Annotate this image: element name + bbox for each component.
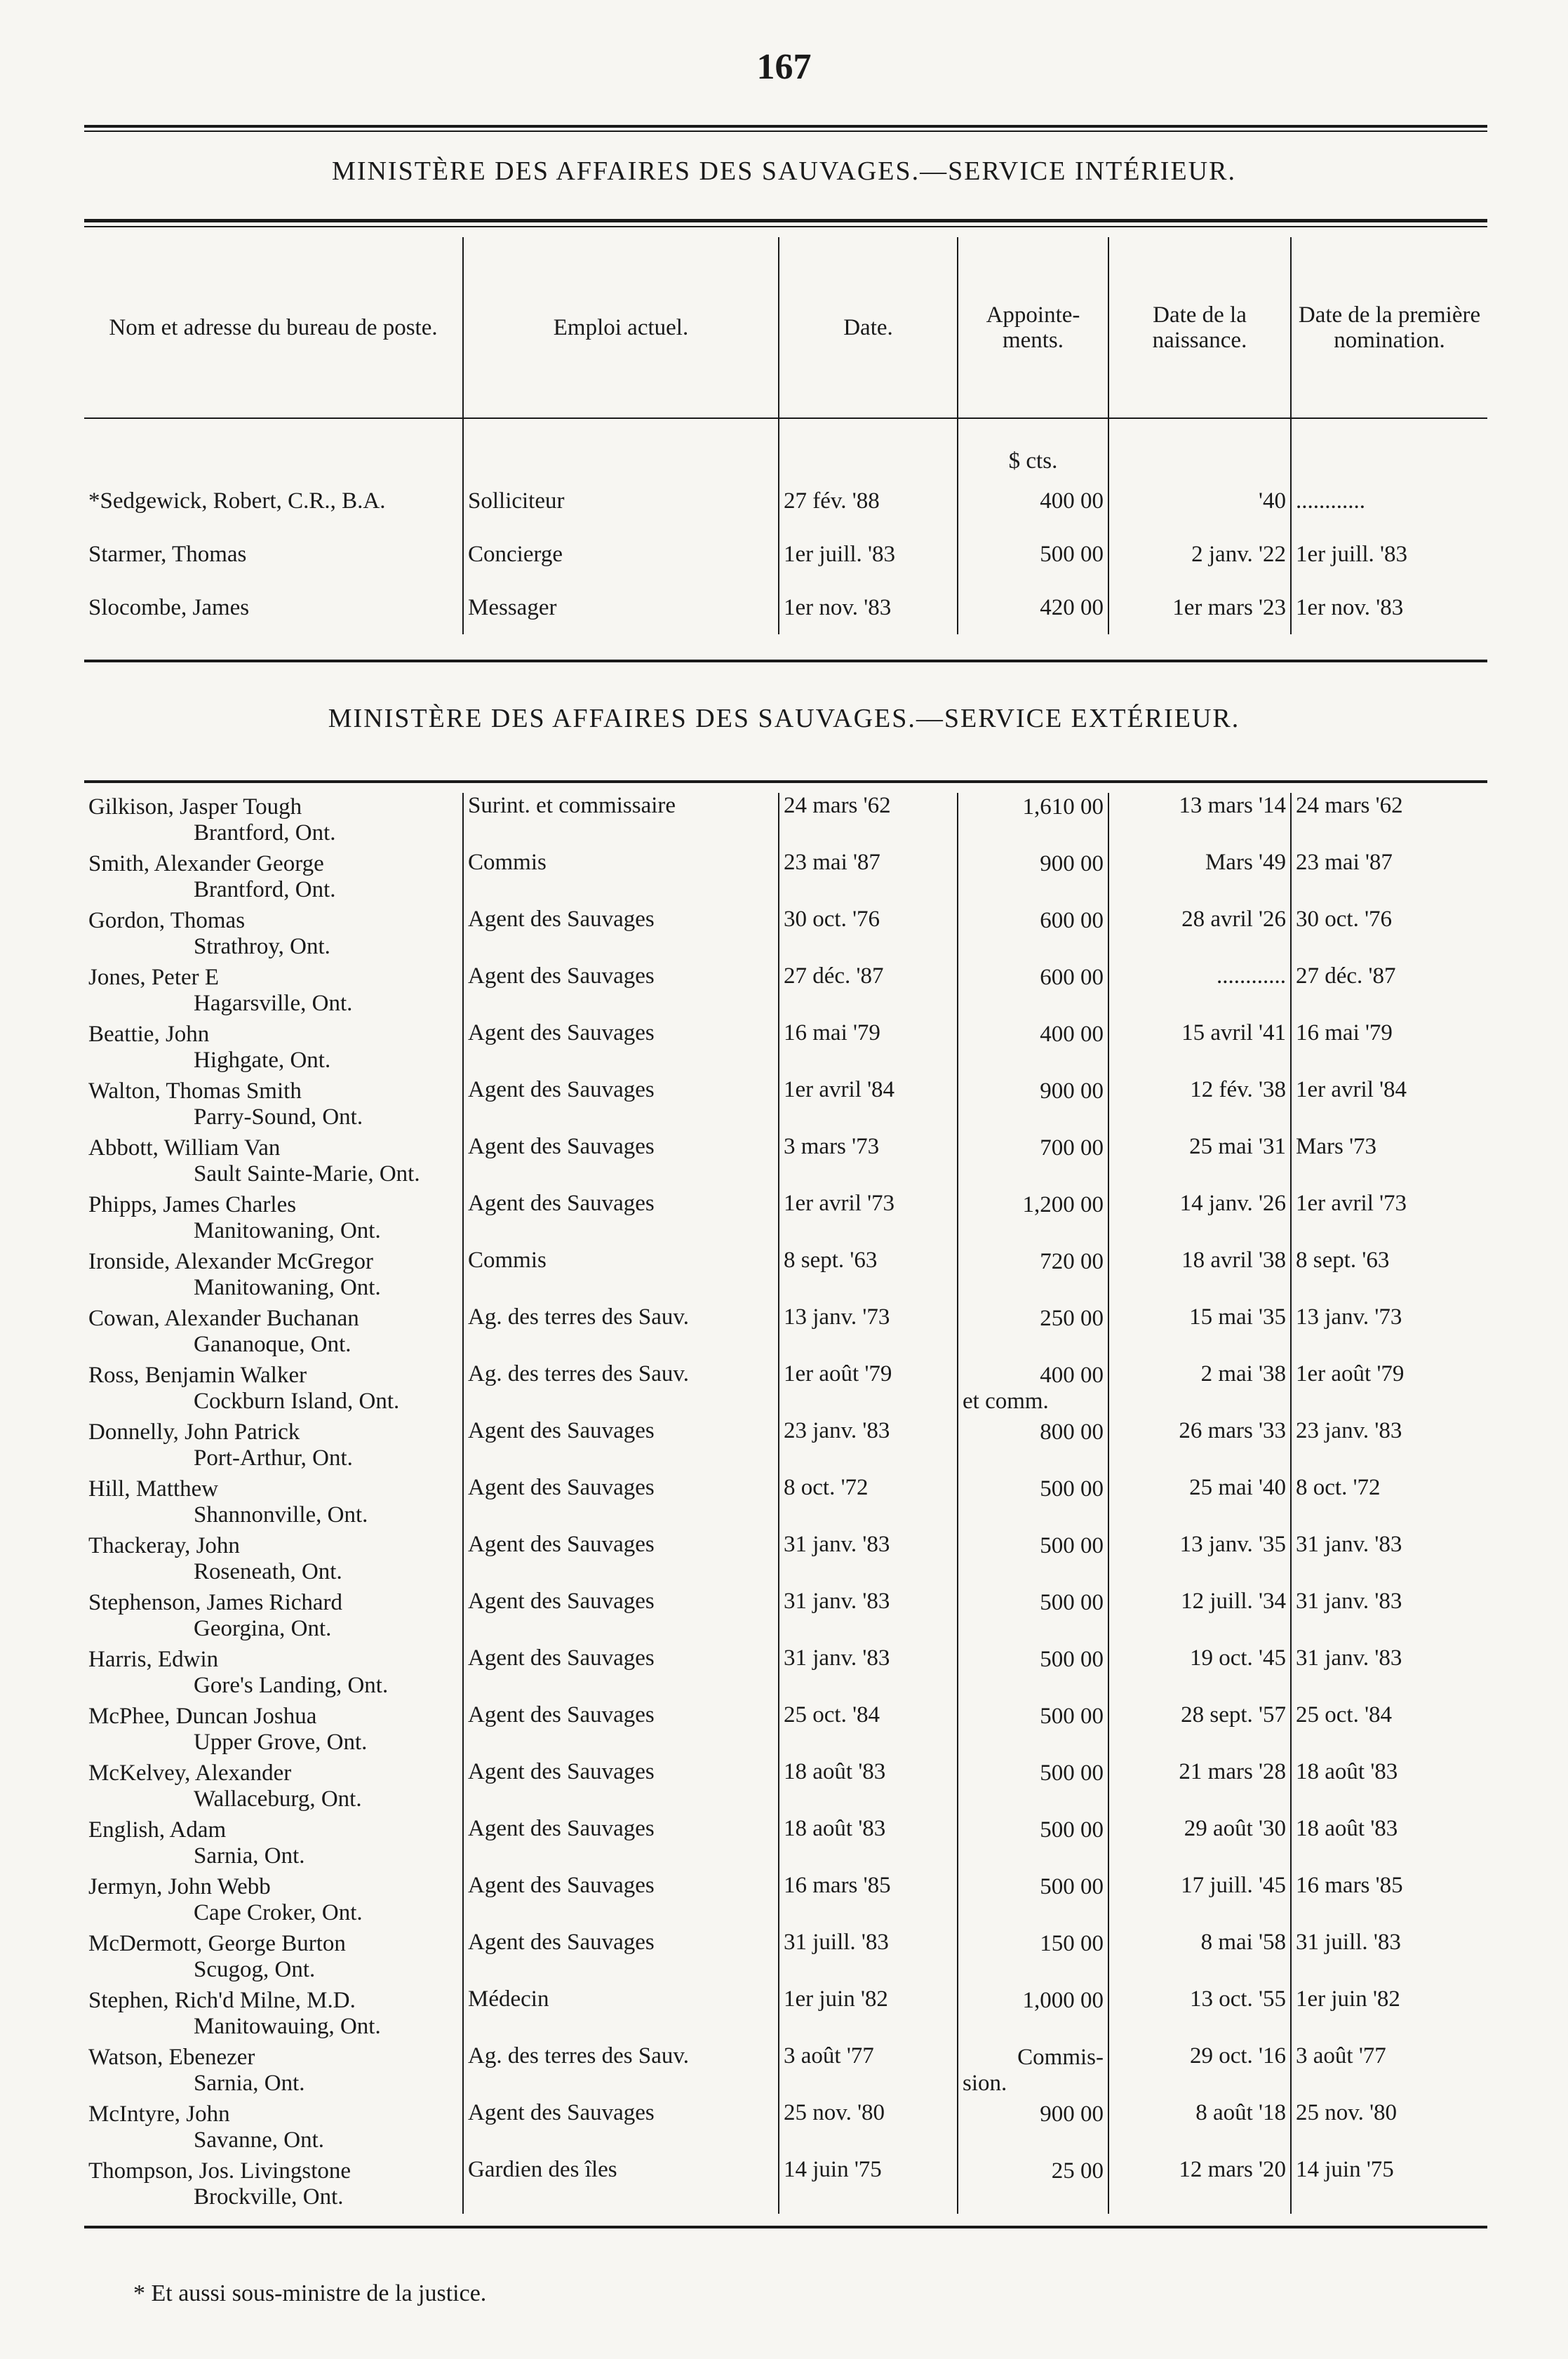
post-office: Savanne, Ont.: [194, 2127, 325, 2153]
exterior-row: [84, 1816, 1487, 1873]
exterior-cell-naissance: 29 août '30: [1108, 1816, 1291, 1873]
exterior-table: [84, 793, 1487, 2214]
exterior-cell-emploi: Agent des Sauvages: [463, 1020, 779, 1077]
exterior-cell-nomination: 3 août '77: [1291, 2043, 1487, 2100]
exterior-cell-date: 31 janv. '83: [779, 1589, 958, 1645]
exterior-row: [84, 1248, 1487, 1304]
exterior-cell-date: 18 août '83: [779, 1759, 958, 1816]
exterior-cell-emploi: Agent des Sauvages: [463, 1134, 779, 1191]
exterior-cell-emploi: Agent des Sauvages: [463, 1418, 779, 1475]
interior-cell-naissance: 1er mars '23: [1108, 581, 1291, 634]
exterior-row: [84, 793, 1487, 850]
exterior-cell-date: 27 déc. '87: [779, 963, 958, 1020]
exterior-cell-nomination: 27 déc. '87: [1291, 963, 1487, 1020]
exterior-cell-naissance: 13 mars '14: [1108, 793, 1291, 850]
exterior-cell-nomination: 31 janv. '83: [1291, 1532, 1487, 1589]
exterior-cell-app: [958, 1759, 1108, 1816]
post-office: Parry-Sound, Ont.: [194, 1104, 363, 1130]
interior-cell-app: 500 00: [958, 528, 1108, 581]
exterior-row: [84, 2043, 1487, 2100]
salary-note: et comm.: [963, 1389, 1049, 1414]
exterior-row: [84, 1304, 1487, 1361]
exterior-row: [84, 1475, 1487, 1532]
exterior-cell-emploi: Agent des Sauvages: [463, 1702, 779, 1759]
exterior-cell-nomination: 25 nov. '80: [1291, 2100, 1487, 2157]
exterior-cell-naissance: 26 mars '33: [1108, 1418, 1291, 1475]
interior-cell-date: 1er juill. '83: [779, 528, 958, 581]
top-rule-thin: [84, 131, 1487, 132]
post-office: Hagarsville, Ont.: [194, 991, 353, 1016]
exterior-cell-app: [958, 1077, 1108, 1134]
exterior-cell-date: 1er juin '82: [779, 1986, 958, 2043]
post-office: Gore's Landing, Ont.: [194, 1673, 389, 1698]
exterior-cell-date: 3 mars '73: [779, 1134, 958, 1191]
exterior-cell-name: [84, 1702, 463, 1759]
post-office: Gananoque, Ont.: [194, 1332, 351, 1357]
exterior-cell-app: [958, 1816, 1108, 1873]
exterior-cell-app: [958, 1645, 1108, 1702]
interior-cell-emploi: Solliciteur: [463, 474, 779, 528]
exterior-cell-app: [958, 850, 1108, 907]
interior-cell-naissance: 2 janv. '22: [1108, 528, 1291, 581]
exterior-cell-name: [84, 850, 463, 907]
salary: 150 00: [1040, 1931, 1104, 1956]
exterior-row: [84, 1418, 1487, 1475]
exterior-cell-name: [84, 1475, 463, 1532]
exterior-cell-date: 1er avril '84: [779, 1077, 958, 1134]
exterior-cell-name: [84, 1248, 463, 1304]
exterior-cell-nomination: 1er juin '82: [1291, 1986, 1487, 2043]
salary: 400 00: [1040, 1363, 1104, 1388]
exterior-cell-naissance: Mars '49: [1108, 850, 1291, 907]
exterior-cell-date: 16 mai '79: [779, 1020, 958, 1077]
exterior-cell-date: 8 sept. '63: [779, 1248, 958, 1304]
exterior-row: [84, 2157, 1487, 2214]
exterior-cell-nomination: 18 août '83: [1291, 1759, 1487, 1816]
salary: 500 00: [1040, 1704, 1104, 1729]
exterior-cell-emploi: Agent des Sauvages: [463, 1191, 779, 1248]
exterior-cell-date: 1er août '79: [779, 1361, 958, 1418]
exterior-cell-name: [84, 2100, 463, 2157]
person-name: Jones, Peter E: [88, 965, 220, 990]
salary: 25 00: [1051, 2158, 1104, 2184]
salary: 500 00: [1040, 1590, 1104, 1615]
exterior-cell-naissance: 13 janv. '35: [1108, 1532, 1291, 1589]
exterior-cell-date: 3 août '77: [779, 2043, 958, 2100]
exterior-cell-emploi: Ag. des terres des Sauv.: [463, 1361, 779, 1418]
exterior-cell-naissance: 25 mai '40: [1108, 1475, 1291, 1532]
exterior-cell-name: [84, 2157, 463, 2214]
exterior-cell-emploi: Agent des Sauvages: [463, 1532, 779, 1589]
exterior-cell-name: [84, 1873, 463, 1930]
salary: 800 00: [1040, 1419, 1104, 1445]
exterior-cell-emploi: Agent des Sauvages: [463, 963, 779, 1020]
salary: 500 00: [1040, 1647, 1104, 1672]
exterior-cell-date: 31 juill. '83: [779, 1930, 958, 1986]
exterior-cell-nomination: 8 oct. '72: [1291, 1475, 1487, 1532]
post-office: Brantford, Ont.: [194, 877, 336, 902]
person-name: Phipps, James Charles: [88, 1192, 297, 1217]
exterior-cell-naissance: 12 juill. '34: [1108, 1589, 1291, 1645]
exterior-row: [84, 907, 1487, 963]
exterior-cell-name: [84, 793, 463, 850]
exterior-cell-nomination: 8 sept. '63: [1291, 1248, 1487, 1304]
salary: 900 00: [1040, 1078, 1104, 1104]
salary: 1,200 00: [1022, 1192, 1104, 1217]
exterior-cell-emploi: Agent des Sauvages: [463, 1645, 779, 1702]
salary: 600 00: [1040, 908, 1104, 933]
person-name: Gordon, Thomas: [88, 908, 246, 933]
exterior-cell-emploi: Commis: [463, 850, 779, 907]
exterior-cell-name: [84, 1191, 463, 1248]
exterior-cell-app: [958, 1020, 1108, 1077]
exterior-cell-date: 8 oct. '72: [779, 1475, 958, 1532]
person-name: Walton, Thomas Smith: [88, 1078, 302, 1104]
exterior-row: [84, 1930, 1487, 1986]
exterior-cell-app: [958, 2157, 1108, 2214]
exterior-cell-date: 1er avril '73: [779, 1191, 958, 1248]
interior-bottom-rule: [84, 660, 1487, 662]
exterior-cell-name: [84, 1645, 463, 1702]
exterior-cell-app: [958, 1248, 1108, 1304]
post-office: Manitowaning, Ont.: [194, 1275, 381, 1300]
exterior-cell-nomination: 1er avril '73: [1291, 1191, 1487, 1248]
exterior-cell-name: [84, 1134, 463, 1191]
exterior-row: [84, 850, 1487, 907]
exterior-cell-name: [84, 1986, 463, 2043]
post-office: Shannonville, Ont.: [194, 1502, 368, 1528]
exterior-cell-naissance: 28 avril '26: [1108, 907, 1291, 963]
interior-table: [84, 237, 1487, 634]
exterior-cell-emploi: Agent des Sauvages: [463, 1077, 779, 1134]
person-name: Watson, Ebenezer: [88, 2045, 255, 2070]
exterior-cell-app: [958, 1475, 1108, 1532]
exterior-cell-date: 30 oct. '76: [779, 907, 958, 963]
person-name: McPhee, Duncan Joshua: [88, 1704, 317, 1729]
salary: 500 00: [1040, 1817, 1104, 1843]
exterior-cell-name: [84, 1077, 463, 1134]
exterior-cell-nomination: 25 oct. '84: [1291, 1702, 1487, 1759]
exterior-cell-emploi: Commis: [463, 1248, 779, 1304]
exterior-cell-app: [958, 907, 1108, 963]
person-name: Ironside, Alexander McGregor: [88, 1249, 373, 1274]
interior-section-title: MINISTÈRE DES AFFAIRES DES SAUVAGES.—SERVICE INTÉRIEUR.: [332, 156, 1236, 186]
person-name: Beattie, John: [88, 1022, 210, 1047]
person-name: English, Adam: [88, 1817, 227, 1843]
exterior-cell-name: [84, 1418, 463, 1475]
exterior-row: [84, 1020, 1487, 1077]
salary-note: sion.: [963, 2071, 1007, 2096]
exterior-cell-nomination: 13 janv. '73: [1291, 1304, 1487, 1361]
person-name: Cowan, Alexander Buchanan: [88, 1306, 359, 1331]
exterior-cell-emploi: Agent des Sauvages: [463, 1589, 779, 1645]
exterior-cell-naissance: 25 mai '31: [1108, 1134, 1291, 1191]
exterior-row: [84, 1873, 1487, 1930]
person-name: Hill, Matthew: [88, 1476, 219, 1502]
exterior-row: [84, 1134, 1487, 1191]
salary: 400 00: [1040, 1022, 1104, 1047]
exterior-cell-name: [84, 1304, 463, 1361]
post-office: Strathroy, Ont.: [194, 934, 330, 959]
exterior-section-title: MINISTÈRE DES AFFAIRES DES SAUVAGES.—SERVICE EXTÉRIEUR.: [328, 704, 1240, 733]
person-name: Stephenson, James Richard: [88, 1590, 343, 1615]
person-name: Donnelly, John Patrick: [88, 1419, 300, 1445]
exterior-cell-naissance: ............: [1108, 963, 1291, 1020]
exterior-row: [84, 1589, 1487, 1645]
exterior-cell-name: [84, 1020, 463, 1077]
header-date: Date.: [779, 237, 958, 418]
post-office: Sarnia, Ont.: [194, 1843, 305, 1869]
salary: 700 00: [1040, 1135, 1104, 1161]
exterior-cell-naissance: 12 mars '20: [1108, 2157, 1291, 2214]
exterior-cell-nomination: 16 mars '85: [1291, 1873, 1487, 1930]
interior-cell-name: Starmer, Thomas: [88, 541, 247, 567]
person-name: McIntyre, John: [88, 2101, 230, 2127]
post-office: Georgina, Ont.: [194, 1616, 332, 1641]
salary: 250 00: [1040, 1306, 1104, 1331]
salary: 500 00: [1040, 1476, 1104, 1502]
interior-cell-name: *Sedgewick, Robert, C.R., B.A.: [88, 488, 386, 514]
exterior-row: [84, 1645, 1487, 1702]
exterior-cell-date: 16 mars '85: [779, 1873, 958, 1930]
exterior-cell-nomination: 14 juin '75: [1291, 2157, 1487, 2214]
exterior-cell-naissance: 19 oct. '45: [1108, 1645, 1291, 1702]
exterior-cell-naissance: 8 août '18: [1108, 2100, 1291, 2157]
post-office: Port-Arthur, Ont.: [194, 1445, 353, 1471]
page-number: 167: [756, 47, 812, 87]
header-nomination: Date de la première nomination.: [1291, 237, 1487, 418]
exterior-cell-date: 18 août '83: [779, 1816, 958, 1873]
person-name: Smith, Alexander George: [88, 851, 324, 876]
exterior-row: [84, 2100, 1487, 2157]
exterior-cell-emploi: Agent des Sauvages: [463, 1475, 779, 1532]
salary: 1,610 00: [1022, 794, 1104, 820]
salary: 500 00: [1040, 1533, 1104, 1558]
interior-cell-date: 1er nov. '83: [779, 581, 958, 634]
salary: 900 00: [1040, 851, 1104, 876]
salary: Commis-: [1017, 2045, 1104, 2070]
exterior-cell-app: [958, 2100, 1108, 2157]
interior-title-rule-thin: [84, 226, 1487, 227]
exterior-cell-app: [958, 1873, 1108, 1930]
salary: 900 00: [1040, 2101, 1104, 2127]
exterior-cell-emploi: Ag. des terres des Sauv.: [463, 1304, 779, 1361]
exterior-bottom-rule: [84, 2226, 1487, 2228]
exterior-cell-emploi: Agent des Sauvages: [463, 1816, 779, 1873]
exterior-cell-name: [84, 1589, 463, 1645]
exterior-cell-name: [84, 1361, 463, 1418]
exterior-row: [84, 1759, 1487, 1816]
interior-cell-name: Slocombe, James: [88, 594, 250, 620]
exterior-cell-nomination: 23 janv. '83: [1291, 1418, 1487, 1475]
exterior-cell-naissance: 18 avril '38: [1108, 1248, 1291, 1304]
interior-header-row: [84, 237, 1487, 418]
exterior-cell-emploi: Agent des Sauvages: [463, 1930, 779, 1986]
exterior-cell-date: 24 mars '62: [779, 793, 958, 850]
person-name: Thompson, Jos. Livingstone: [88, 2158, 351, 2184]
post-office: Cockburn Island, Ont.: [194, 1389, 400, 1414]
exterior-cell-app: [958, 963, 1108, 1020]
exterior-cell-date: 23 mai '87: [779, 850, 958, 907]
exterior-cell-name: [84, 1532, 463, 1589]
exterior-cell-nomination: 1er avril '84: [1291, 1077, 1487, 1134]
post-office: Scugog, Ont.: [194, 1957, 316, 1982]
exterior-cell-nomination: 16 mai '79: [1291, 1020, 1487, 1077]
post-office: Manitowaning, Ont.: [194, 1218, 381, 1243]
exterior-cell-naissance: 8 mai '58: [1108, 1930, 1291, 1986]
exterior-row: [84, 1077, 1487, 1134]
exterior-row: [84, 1361, 1487, 1418]
person-name: Harris, Edwin: [88, 1647, 219, 1672]
person-name: McDermott, George Burton: [88, 1931, 346, 1956]
exterior-cell-nomination: 31 juill. '83: [1291, 1930, 1487, 1986]
exterior-cell-app: [958, 1702, 1108, 1759]
exterior-cell-date: 14 juin '75: [779, 2157, 958, 2214]
exterior-cell-naissance: 15 avril '41: [1108, 1020, 1291, 1077]
exterior-cell-date: 13 janv. '73: [779, 1304, 958, 1361]
interior-row: [84, 528, 1487, 581]
exterior-cell-emploi: Gardien des îles: [463, 2157, 779, 2214]
interior-title-rule: [84, 219, 1487, 222]
salary: 720 00: [1040, 1249, 1104, 1274]
post-office: Sault Sainte-Marie, Ont.: [194, 1161, 420, 1187]
exterior-row: [84, 1986, 1487, 2043]
exterior-cell-nomination: 31 janv. '83: [1291, 1589, 1487, 1645]
exterior-cell-nomination: 18 août '83: [1291, 1816, 1487, 1873]
exterior-cell-date: 23 janv. '83: [779, 1418, 958, 1475]
exterior-cell-naissance: 2 mai '38: [1108, 1361, 1291, 1418]
exterior-row: [84, 1532, 1487, 1589]
exterior-cell-nomination: 23 mai '87: [1291, 850, 1487, 907]
interior-cell-emploi: Concierge: [463, 528, 779, 581]
exterior-cell-app: [958, 1986, 1108, 2043]
exterior-cell-date: 31 janv. '83: [779, 1645, 958, 1702]
exterior-cell-naissance: 14 janv. '26: [1108, 1191, 1291, 1248]
exterior-cell-app: [958, 2043, 1108, 2100]
post-office: Wallaceburg, Ont.: [194, 1786, 362, 1812]
currency-row: [84, 418, 1487, 474]
post-office: Roseneath, Ont.: [194, 1559, 342, 1584]
exterior-cell-app: [958, 1361, 1108, 1418]
exterior-cell-app: [958, 793, 1108, 850]
exterior-cell-date: 25 oct. '84: [779, 1702, 958, 1759]
exterior-cell-naissance: 13 oct. '55: [1108, 1986, 1291, 2043]
post-office: Sarnia, Ont.: [194, 2071, 305, 2096]
header-nom: Nom et adresse du bureau de poste.: [84, 237, 463, 418]
exterior-cell-app: [958, 1532, 1108, 1589]
exterior-cell-name: [84, 1759, 463, 1816]
exterior-cell-naissance: 29 oct. '16: [1108, 2043, 1291, 2100]
top-rule: [84, 125, 1487, 128]
salary: 500 00: [1040, 1874, 1104, 1899]
exterior-cell-date: 31 janv. '83: [779, 1532, 958, 1589]
exterior-cell-date: 25 nov. '80: [779, 2100, 958, 2157]
interior-cell-emploi: Messager: [463, 581, 779, 634]
exterior-cell-emploi: Agent des Sauvages: [463, 907, 779, 963]
post-office: Brantford, Ont.: [194, 820, 336, 846]
salary: 600 00: [1040, 965, 1104, 990]
exterior-cell-name: [84, 2043, 463, 2100]
header-emploi: Emploi actuel.: [463, 237, 779, 418]
exterior-cell-app: [958, 1304, 1108, 1361]
exterior-cell-nomination: 1er août '79: [1291, 1361, 1487, 1418]
exterior-cell-name: [84, 907, 463, 963]
person-name: McKelvey, Alexander: [88, 1760, 292, 1786]
exterior-cell-emploi: Surint. et commissaire: [463, 793, 779, 850]
exterior-cell-naissance: 15 mai '35: [1108, 1304, 1291, 1361]
exterior-cell-naissance: 28 sept. '57: [1108, 1702, 1291, 1759]
exterior-cell-nomination: 30 oct. '76: [1291, 907, 1487, 963]
exterior-cell-name: [84, 1816, 463, 1873]
interior-cell-nomination: ............: [1291, 474, 1487, 528]
header-naissance: Date de la naissance.: [1108, 237, 1291, 418]
exterior-cell-emploi: Médecin: [463, 1986, 779, 2043]
exterior-cell-emploi: Agent des Sauvages: [463, 1873, 779, 1930]
exterior-cell-name: [84, 1930, 463, 1986]
exterior-cell-nomination: 24 mars '62: [1291, 793, 1487, 850]
interior-row: [84, 474, 1487, 528]
exterior-cell-app: [958, 1191, 1108, 1248]
person-name: Gilkison, Jasper Tough: [88, 794, 302, 820]
exterior-cell-nomination: Mars '73: [1291, 1134, 1487, 1191]
currency-label: $ cts.: [958, 418, 1108, 474]
exterior-cell-app: [958, 1134, 1108, 1191]
exterior-cell-emploi: Ag. des terres des Sauv.: [463, 2043, 779, 2100]
interior-cell-app: 420 00: [958, 581, 1108, 634]
interior-cell-naissance: '40: [1108, 474, 1291, 528]
interior-cell-nomination: 1er nov. '83: [1291, 581, 1487, 634]
exterior-cell-app: [958, 1589, 1108, 1645]
exterior-title-rule: [84, 780, 1487, 783]
interior-cell-app: 400 00: [958, 474, 1108, 528]
post-office: Manitowauing, Ont.: [194, 2014, 381, 2039]
footnote: * Et aussi sous-ministre de la justice.: [133, 2280, 487, 2306]
person-name: Ross, Benjamin Walker: [88, 1363, 307, 1388]
exterior-cell-naissance: 12 fév. '38: [1108, 1077, 1291, 1134]
post-office: Highgate, Ont.: [194, 1048, 331, 1073]
interior-cell-nomination: 1er juill. '83: [1291, 528, 1487, 581]
person-name: Stephen, Rich'd Milne, M.D.: [88, 1988, 356, 2013]
salary: 500 00: [1040, 1760, 1104, 1786]
header-appointements: Appointe-ments.: [958, 237, 1108, 418]
person-name: Thackeray, John: [88, 1533, 240, 1558]
post-office: Cape Croker, Ont.: [194, 1900, 363, 1925]
exterior-cell-app: [958, 1418, 1108, 1475]
exterior-cell-naissance: 21 mars '28: [1108, 1759, 1291, 1816]
post-office: Upper Grove, Ont.: [194, 1730, 368, 1755]
salary: 1,000 00: [1022, 1988, 1104, 2013]
exterior-cell-emploi: Agent des Sauvages: [463, 2100, 779, 2157]
exterior-cell-app: [958, 1930, 1108, 1986]
exterior-row: [84, 963, 1487, 1020]
exterior-cell-naissance: 17 juill. '45: [1108, 1873, 1291, 1930]
exterior-row: [84, 1191, 1487, 1248]
interior-cell-date: 27 fév. '88: [779, 474, 958, 528]
exterior-cell-emploi: Agent des Sauvages: [463, 1759, 779, 1816]
person-name: Jermyn, John Webb: [88, 1874, 271, 1899]
exterior-cell-name: [84, 963, 463, 1020]
post-office: Brockville, Ont.: [194, 2184, 344, 2210]
person-name: Abbott, William Van: [88, 1135, 281, 1161]
interior-row: [84, 581, 1487, 634]
exterior-row: [84, 1702, 1487, 1759]
exterior-cell-nomination: 31 janv. '83: [1291, 1645, 1487, 1702]
